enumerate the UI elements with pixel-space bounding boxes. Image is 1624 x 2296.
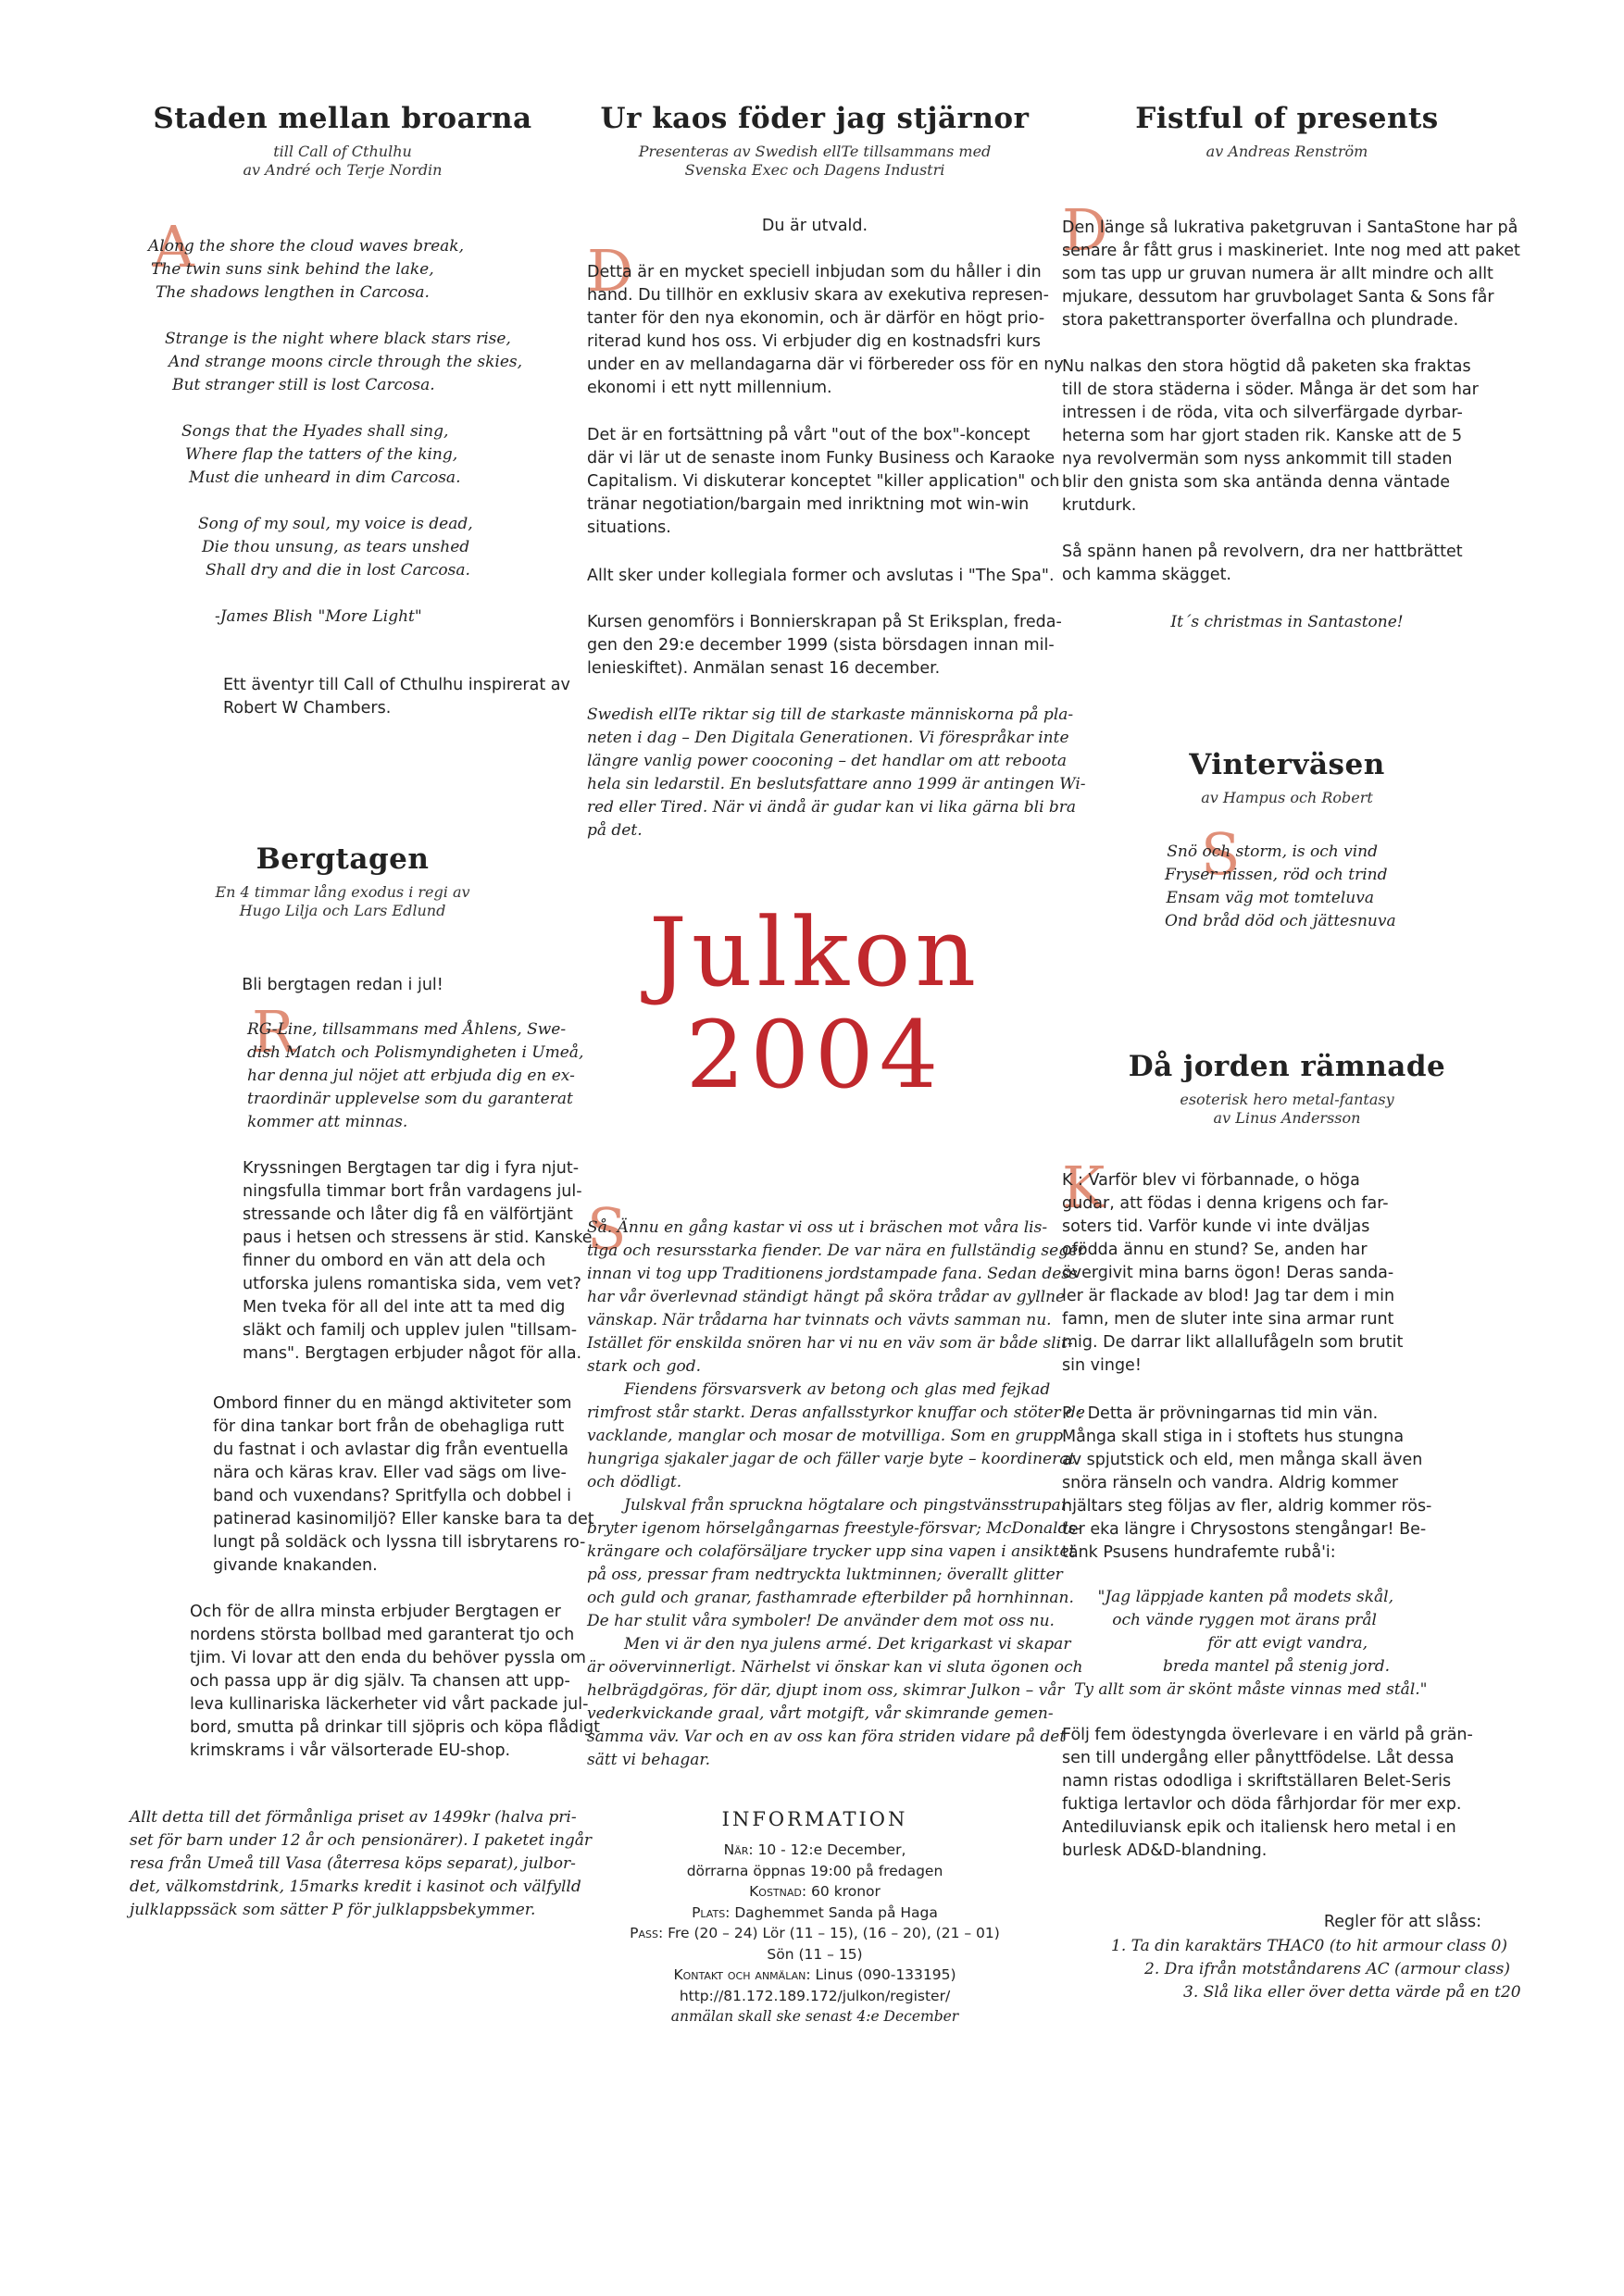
article-byline: En 4 timmar lång exodus i regi av Hugo Lilja och Lars Edlund [215, 883, 470, 919]
article-paragraph: RG-Line, tillsammans med Åhlens, Swe- dish Match och Polismyndigheten i Umeå, har denna jul nöjet att erbjuda dig en ex- traordinär upplevelse som du garanterat kommer att minnas. [247, 1020, 584, 1131]
drop-cap: R [252, 998, 295, 1066]
article-paragraph: Nu nalkas den stora högtid då paketen ska fraktas till de stora städerna i söder. Många är det som har intressen i de röda, vita och silverfärgade dyrbar- heterna som har gjort staden rik. Kanske att de 5 nya revolvermän som nyss ankommit till staden blir den gnista som ska antända denna väntade krutdurk. [1062, 357, 1479, 515]
info-footer: anmälan skall ske senast 4:e December [670, 2008, 959, 2025]
article-tagline: Bli bergtagen redan i jul! [242, 976, 443, 994]
article-paragraph: K : Varför blev vi förbannade, o höga gudar, att födas i denna krigens och far- soters tid. Varför kunde vi inte dväljas ofödda ännu en stund? Se, anden har övergivit mina barns ögon! Deras sanda- ler är flackade av blod! Jag tar dem i min famn, men de sluter inte sina armar runt mig. De darrar likt allallufågeln som brutit sin vinge! [1062, 1171, 1404, 1375]
article-paragraph: Ombord finner du en mängd aktiviteter som för dina tankar bort från de obehagliga rutt du fastnat i och avlastar dig från eventuella nära och käras krav. Eller vad sägs om live- band och vuxendans? Spritfylla och dobbel i patinerad kasinomiljö? Eller kanske bara ta det lungt på soldäck och lyssna till isbrytarens ro- givande knakanden. [213, 1394, 594, 1575]
drop-cap: S [587, 1195, 627, 1263]
article-byline: esoterisk hero metal-fantasy av Linus Andersson [1180, 1091, 1394, 1127]
article-paragraph: Swedish ellTe riktar sig till de starkaste människorna på pla- neten i dag – Den Digitala Generationen. Vi förespråkar inte längre vanlig power cooconing – det handlar om att reboota hela sin ledarstil. En beslutsfattare anno 1999 är antingen Wi- red eller Tired. När vi ändå är gudar kan vi lika gärna bli bra på det. [587, 705, 1086, 840]
article-byline: Presenteras av Swedish ellTe tillsammans med Svenska Exec och Dagens Industri [638, 143, 992, 179]
drop-cap: A [153, 213, 194, 281]
drop-cap: K [1062, 1154, 1106, 1221]
info-box [583, 1808, 1046, 2028]
info-row: Plats: Daghemmet Sanda på Haga [692, 1903, 938, 1921]
article-paragraph: Allt detta till det förmånliga priset av 1499kr (halva pri- set för barn under 12 år och pensionärer). I paketet ingår resa från Umeå till Vasa (återresa köps separat), julbor- det, välkomstdrink, 15marks kredit i kasinot och välfylld julklappssäck som sätter P för julklappsbekymmer. [130, 1808, 593, 1919]
drop-cap: D [1062, 196, 1108, 264]
event-logo [583, 898, 1046, 1109]
article-da-jorden [1056, 1050, 1518, 1128]
info-title: INFORMATION [721, 1808, 908, 1830]
logo-title: Julkon [648, 898, 981, 1008]
article-title: Vinterväsen [1189, 748, 1385, 781]
article-closing: It´s christmas in Santastone! [1170, 613, 1404, 631]
article-paragraph: Allt sker under kollegiala former och avslutas i "The Spa". [587, 567, 1055, 585]
article-title: Staden mellan broarna [153, 102, 532, 135]
article-ur-kaos [583, 102, 1046, 180]
info-row: Kostnad: 60 kronor [749, 1883, 881, 1900]
article-paragraph: P : Detta är prövningarnas tid min vän. Många skall stiga in i stoftets hus stungna av spjutstick och eld, men många skall även snöra ränseln och vandra. Aldrig kommer hjältars steg följas av fler, aldrig kommer rös- ter eka längre i Chrysostons stengångar! Be- tänk Psusens hundrafemte rubå'i: [1062, 1404, 1432, 1562]
article-paragraph: Och för de allra minsta erbjuder Bergtagen er nordens största bollbad med garanterat tjo och tjim. Vi lovar att den enda du behöver pyssla om och passa upp är dig själv. Ta chansen att upp- leva kullinariska läckerheter vid vårt packade jul- bord, smutta på drinkar till sjöpris och köpa flådigt krimskrams i vår välsorterade EU-shop. [190, 1603, 600, 1760]
info-row: När: 10 - 12:e December, [723, 1841, 906, 1858]
article-paragraph: Det är en fortsättning på vårt "out of the box"-koncept där vi lär ut de senaste inom Funky Business och Karaoke Capitalism. Vi diskuterar konceptet "killer application" och tränar negotiation/bargain med inriktning mot win-win situations. [587, 426, 1060, 537]
info-row: http://81.172.189.172/julkon/register/ [679, 1987, 951, 2004]
article-paragraph: Detta är en mycket speciell inbjudan som du håller i din hand. Du tillhör en exklusiv skara av exekutiva represen- tanter för den nya ekonomin, och är därför en högt prio- riterad kund hos oss. Vi erbjuder dig en kostnadsfri kurs under en av mellandagarna där vi förbereder oss för en ny ekonomi i ett nytt millennium. [587, 263, 1064, 397]
info-row: dörrarna öppnas 19:00 på fredagen [686, 1862, 943, 1879]
article-vintervasen [1056, 748, 1518, 807]
article-fistful [1056, 102, 1518, 161]
article-paragraph: Så spänn hanen på revolvern, dra ner hattbrättet och kamma skägget. [1062, 543, 1463, 584]
info-row: Sön (11 – 15) [767, 1945, 863, 1963]
rules-list: 1. Ta din karaktärs THAC0 (to hit armour class 0) 2. Dra ifrån motståndarens AC (armour class) 3. Slå lika eller över detta värde på en t20 [1111, 1937, 1521, 2002]
quote: "Jag läppjade kanten på modets skål, och vände ryggen mot ärans prål för att evigt vandra, breda mantel på stenig jord. Ty allt som är skönt måste vinnas med stål." [1074, 1588, 1428, 1699]
info-row: Kontakt och anmälan: Linus (090-133195) [673, 1966, 956, 1983]
article-paragraph: Kryssningen Bergtagen tar dig i fyra njut- ningsfulla timmar bort från vardagens jul- stressande och låter dig få en välförtjänt paus i hetsen och stressens är stid. Kanske finner du ombord en vän att dela och utforska julens romantiska sida, vem vet? Men tveka för all del inte att ta med dig släkt och familj och upplev julen "tillsam- mans". Bergtagen erbjuder något för alla. [243, 1159, 593, 1363]
article-title: Ur kaos föder jag stjärnor [600, 102, 1030, 135]
logo-year: 2004 [685, 1001, 944, 1109]
poem-attribution: -James Blish "More Light" [215, 607, 422, 626]
article-paragraph: Kursen genomförs i Bonnierskrapan på St Eriksplan, freda- gen den 29:e december 1999 (sista börsdagen innan mil- lenieskiftet). Anmälan senast 16 december. [587, 613, 1062, 678]
info-row: Pass: Fre (20 – 24) Lör (11 – 15), (16 – 20), (21 – 01) [630, 1925, 1000, 1941]
article-title: Fistful of presents [1135, 102, 1439, 135]
poem: Along the shore the cloud waves break, The twin suns sink behind the lake, The shadows lengthen in Carcosa. Strange is the night where black stars rise, And strange moons circle through the skies, But stranger still is lost Carcosa. Songs that the Hyades shall sing, Where flap the tatters of the king, Must die unheard in dim Carcosa. Song of my soul, my voice is dead, Die thou unsung, as tears unshed Shall dry and die in lost Carcosa. -James Blish "More Light" [148, 235, 537, 629]
article-staden [111, 102, 574, 180]
article-paragraph: Så. Ännu en gång kastar vi oss ut i bräschen mot våra lis- tiga och resursstarka fiender. De var nära en fullständig seger innan vi tog upp Traditionens jordstampade fana. Sedan dess har vår överlevnad ständigt hängt på sköra trådar av gyllne vänskap. När trådarna har tvinnats och vävts samman nu. Istället för enskilda snören har vi nu en väv som är både slit- stark och god. Fiendens försvarsverk av betong och glas med fejkad rimfrost står starkt. Deras anfallsstyrkor knuffar och stöter de vacklande, manglar och mosar de motvilliga. Som en grupp hungriga sjakaler jagar de och fäller varje byte – koordinerat och dödligt. Julskval från spruckna högtalare och pingstvänsstrupar bryter igenom hörselgångarnas freestyle-försvar; McDonalds- krängare och colaförsäljare trycker upp sina vapen i ansiktet på oss, pressar fram nedtryckta luktminnen; överallt glitter och guld och granar, fasthamrade efterbilder på hornhinnan. De har stulit våra symboler! De använder dem mot oss nu. Men vi är den nya julens armé. Det krigarkast vi skapar är oövervinnerligt. Närhelst vi önskar kan vi sluta ögonen och helbrägdgöras, för där, djupt inom oss, skimrar Julkon – vår vederkvickande graal, vårt motgift, vår skimrande gemen- samma väv. Var och en av oss kan föra striden vidare på det sätt vi behagar. [587, 1218, 1086, 1769]
article-title: Bergtagen [256, 842, 430, 876]
article-note: Ett äventyr till Call of Cthulhu inspirerat av Robert W Chambers. [223, 676, 570, 718]
article-byline: till Call of Cthulhu av André och Terje Nordin [243, 143, 443, 179]
rules-title: Regler för att slåss: [1323, 1913, 1481, 1931]
article-byline: av Hampus och Robert [1201, 789, 1373, 806]
drop-cap: S [1201, 820, 1241, 888]
drop-cap: D [587, 237, 633, 305]
article-paragraph: Följ fem ödestyngda överlevare i en värld på grän- sen till undergång eller pånyttfödelse. Låt dessa namn ristas ododliga i skriftställaren Belet-Seris fuktiga lertavlor och döda fårhjordar för mer exp. Antediluviansk epik och italiensk hero metal i en burlesk AD&D-blandning. [1062, 1726, 1473, 1860]
article-paragraph: Den länge så lukrativa paketgruvan i SantaStone har på senare år fått grus i maskineriet. Inte nog med att paket som tas upp ur gruvan numera är allt mindre och allt mjukare, dessutom har gruvbolaget Santa & Sons får stora pakettransporter överfallna och plundrade. [1062, 218, 1520, 330]
article-title: Då jorden rämnade [1128, 1050, 1446, 1083]
article-tagline: Du är utvald. [761, 217, 868, 235]
article-bergtagen [111, 842, 574, 920]
poem: Snö och storm, is och vind Fryser nissen, röd och trind Ensam väg mot tomteluva Ond bråd död och jättesnuva [1165, 842, 1396, 930]
article-byline: av Andreas Renström [1206, 143, 1368, 160]
